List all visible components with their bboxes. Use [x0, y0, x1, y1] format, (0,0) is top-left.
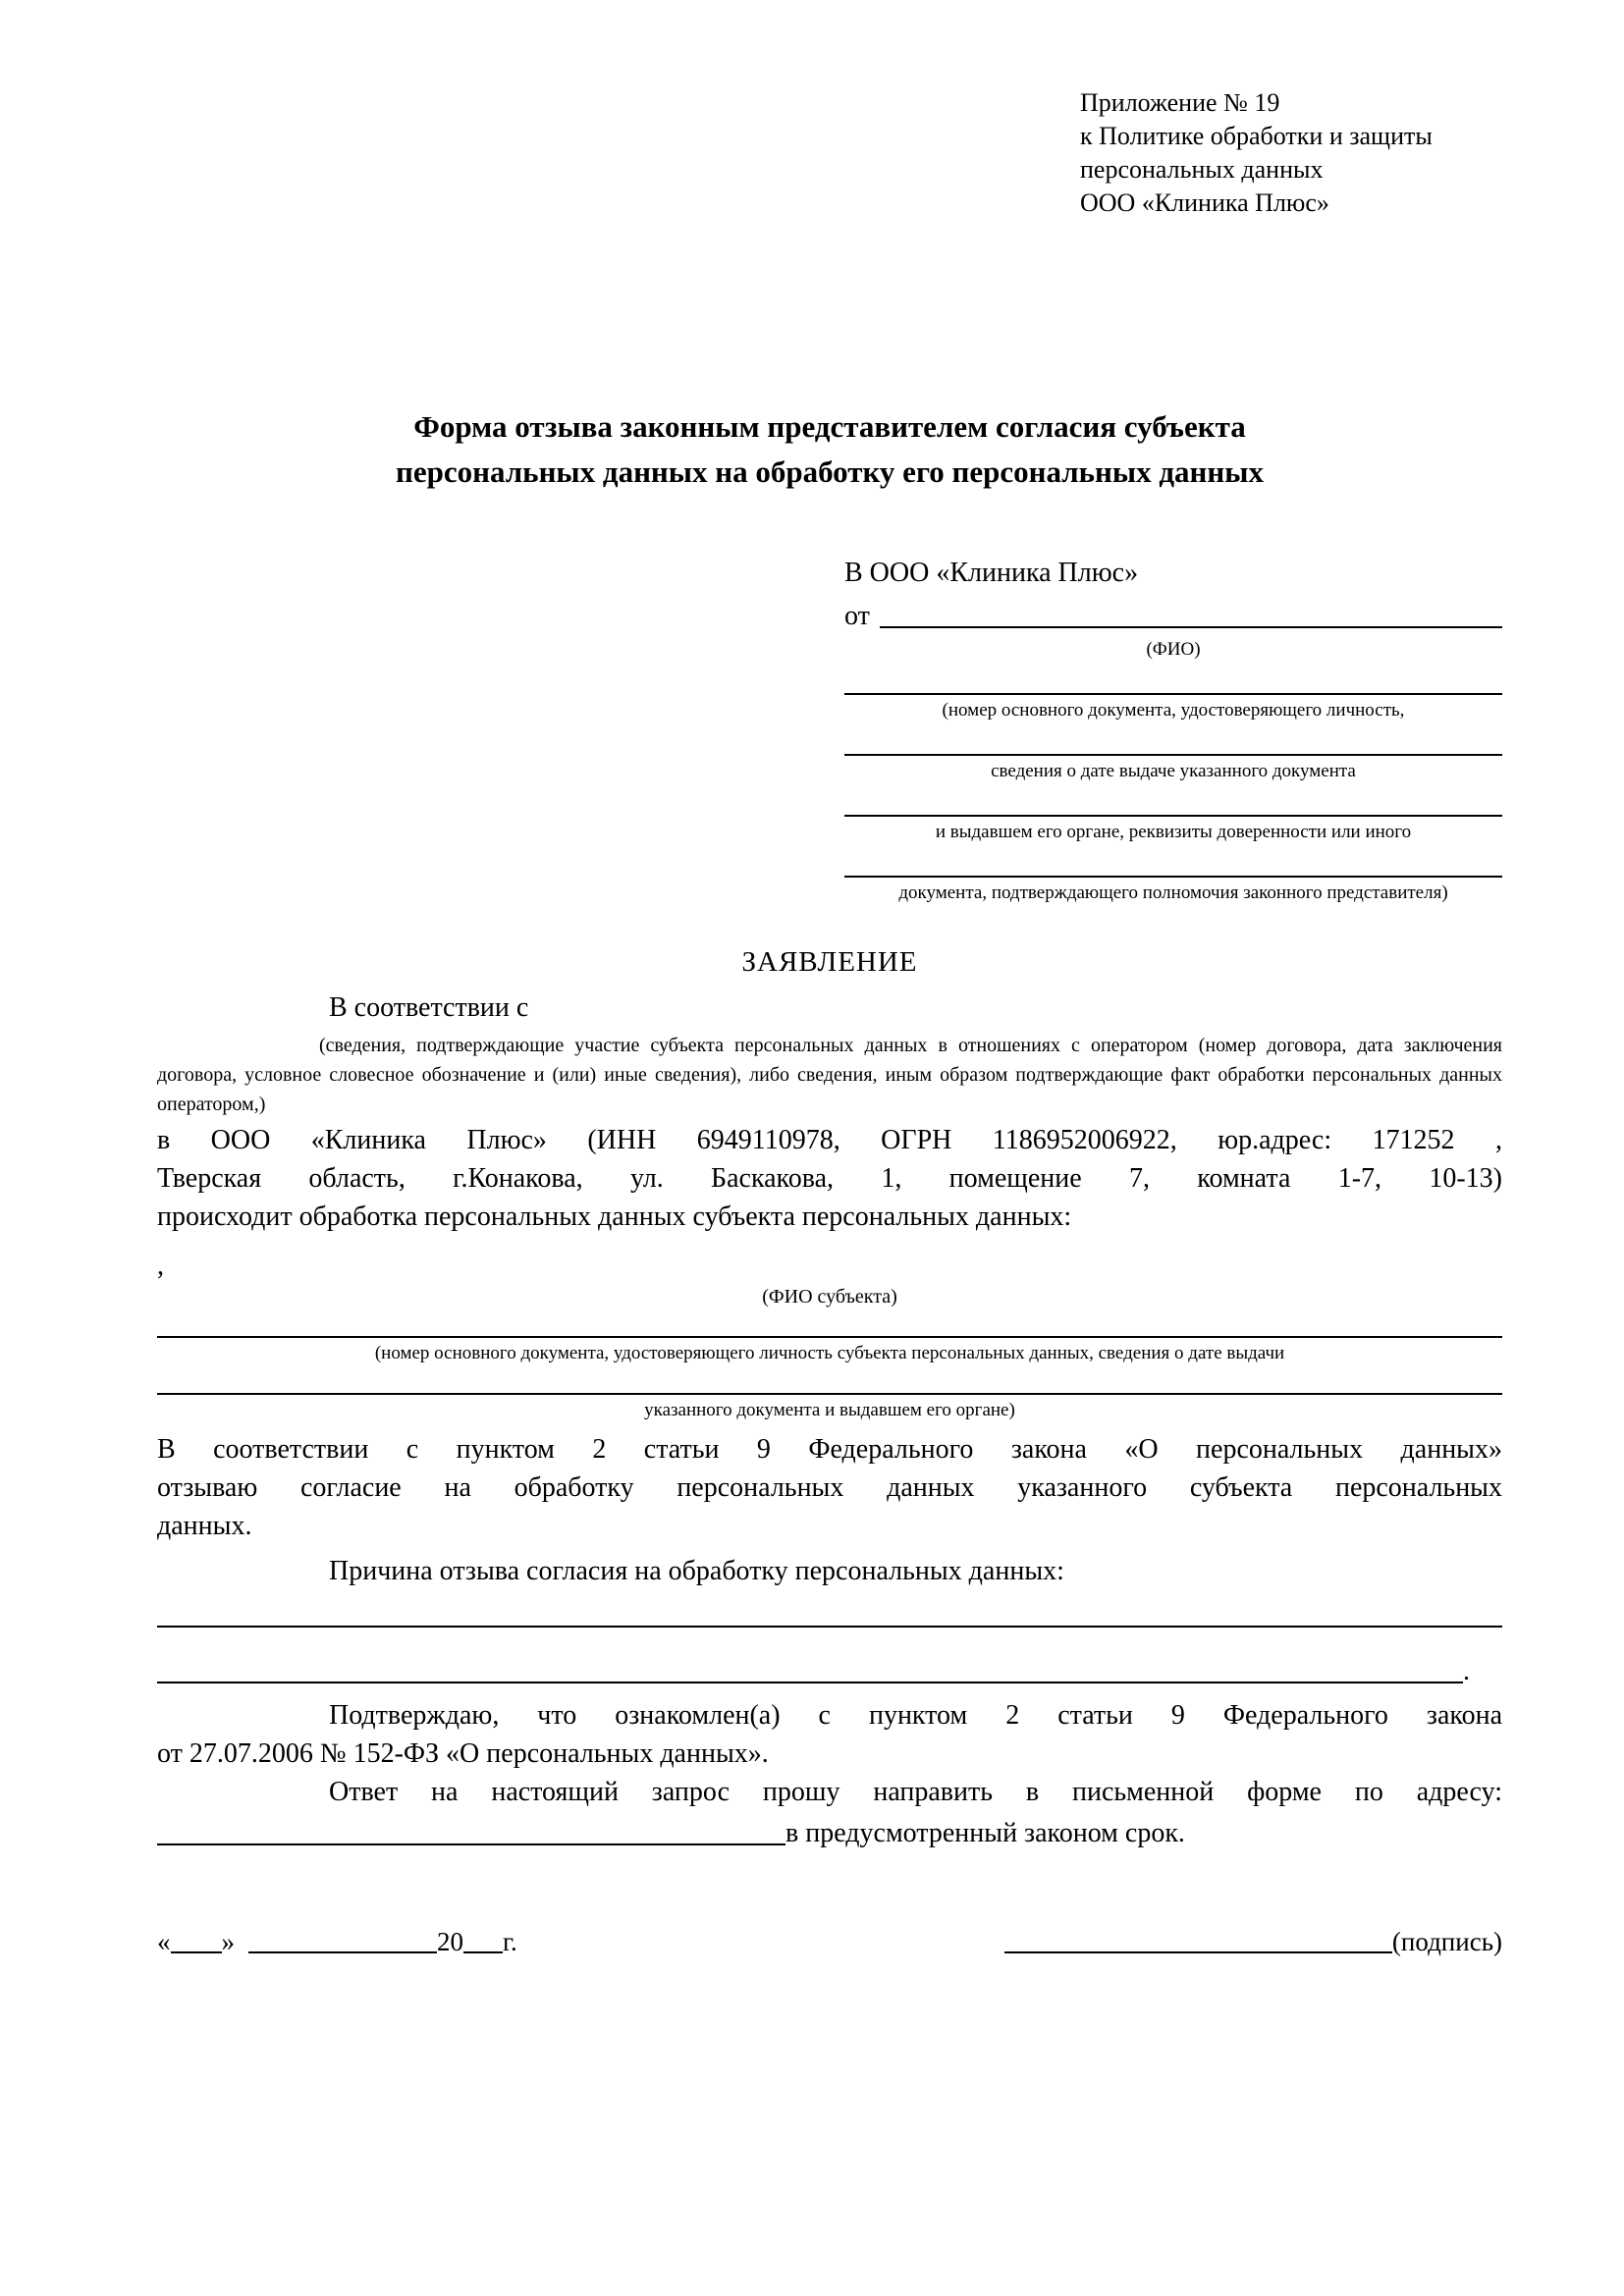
date-year-prefix: 20	[437, 1927, 463, 1956]
intro-row	[157, 982, 1502, 1027]
from-blank-line	[880, 626, 1502, 628]
appendix-header-line: персональных данных	[1080, 155, 1324, 184]
date-close-quote: »	[221, 1927, 235, 1956]
trailing-period: .	[1463, 1656, 1470, 1686]
confirm-paragraph-line: Подтверждаю, что ознакомлен(а) с пунктом 2 статьи 9 Федерального закона	[329, 1700, 1502, 1731]
withdraw-paragraph-line: отзываю согласие на обработку персональных данных указанного субъекта персональных	[157, 1472, 1502, 1503]
confirm-paragraph-line: от 27.07.2006 № 152-ФЗ «О персональных данных».	[157, 1738, 769, 1769]
blank-field-line	[844, 815, 1502, 817]
date-day-blank-line	[171, 1951, 222, 1953]
reason-blank-line-3-row	[157, 1657, 1502, 1690]
fio-caption: (ФИО)	[1146, 639, 1201, 660]
form-title-line: Форма отзыва законным представителем согласия субъекта	[413, 409, 1246, 444]
blank-field-line	[844, 876, 1502, 878]
addressee-to: В ООО «Клиника Плюс»	[844, 558, 1139, 588]
blank-field-line	[157, 1393, 1502, 1395]
signature-caption: (подпись)	[1391, 1927, 1502, 1956]
intro-label: В соответствии с	[329, 992, 529, 1023]
withdraw-paragraph-line: данных.	[157, 1511, 252, 1541]
date-month-blank-line	[248, 1951, 437, 1953]
subject-fio-caption: (ФИО субъекта)	[762, 1286, 897, 1308]
reply-address-blank-line	[157, 1843, 785, 1845]
operator-paragraph-line: Тверская область, г.Конакова, ул. Баскакова, 1, помещение 7, комната 1-7, 10-13)	[157, 1163, 1502, 1194]
blank-field-line	[157, 1336, 1502, 1338]
reply-intro-line: Ответ на настоящий запрос прошу направить в письменной форме по адресу:	[329, 1777, 1502, 1807]
withdraw-paragraph-line: В соответствии с пунктом 2 статьи 9 Федерального закона «О персональных данных»	[157, 1434, 1502, 1465]
appendix-header-line: к Политике обработки и защиты	[1080, 122, 1433, 150]
appendix-header-line: ООО «Клиника Плюс»	[1080, 188, 1329, 217]
confirm-paragraph	[157, 1696, 1502, 1773]
field-caption: документа, подтверждающего полномочия законного представителя)	[898, 882, 1448, 903]
subject-doc-row	[157, 1393, 1502, 1422]
operator-paragraph	[157, 1121, 1502, 1236]
date-year-blank-line	[463, 1951, 503, 1953]
date-signature-row	[157, 1923, 1502, 1960]
reason-blank-line-2	[157, 1626, 1502, 1628]
intro-caption: (сведения, подтверждающие участие субъекта персональных данных в отношениях с оператором (номер договора, дата заключения договора, условное словесное обозначение и (или) иные сведения), либо сведения, иным образом подтверждающие факт обработки персональных данных оператором,)	[157, 1035, 1502, 1115]
appendix-header-line: Приложение № 19	[1080, 88, 1280, 117]
representative-doc-row	[844, 693, 1502, 722]
operator-paragraph-line: происходит обработка персональных данных субъекта персональных данных:	[157, 1201, 1072, 1232]
signature-blank-line	[1004, 1951, 1392, 1953]
form-title-line: персональных данных на обработку его персональных данных	[396, 454, 1264, 489]
representative-doc-row	[844, 754, 1502, 783]
reason-label: Причина отзыва согласия на обработку персональных данных:	[329, 1556, 1064, 1586]
reason-row	[157, 1545, 1502, 1590]
blank-field-line	[844, 693, 1502, 695]
reply-address-row	[157, 1811, 1502, 1852]
representative-doc-row	[844, 876, 1502, 905]
reason-blank-line-3	[157, 1682, 1463, 1683]
field-caption: указанного документа и выдавшем его органе)	[644, 1400, 1015, 1420]
field-caption: сведения о дате выдаче указанного документа	[991, 761, 1356, 781]
form-title	[157, 404, 1502, 495]
field-caption: (номер основного документа, удостоверяющего личность,	[942, 700, 1405, 721]
date-group	[157, 1923, 517, 1960]
representative-doc-row	[844, 815, 1502, 844]
appendix-header	[1080, 86, 1502, 220]
statement-heading: ЗАЯВЛЕНИЕ	[741, 946, 918, 978]
addressee-from-row	[844, 593, 1502, 636]
addressee-block	[844, 554, 1502, 905]
blank-field-line	[844, 754, 1502, 756]
withdraw-paragraph	[157, 1430, 1502, 1545]
field-caption: и выдавшем его органе, реквизиты доверенности или иного	[935, 822, 1412, 842]
field-caption: (номер основного документа, удостоверяющего личность субъекта персональных данных, сведения о дате выдачи	[374, 1343, 1285, 1363]
operator-paragraph-line: в ООО «Клиника Плюс» (ИНН 6949110978, ОГРН 1186952006922, юр.адрес: 171252 ,	[157, 1125, 1502, 1155]
subject-fio-trailing-comma: ,	[157, 1251, 164, 1281]
date-year-suffix: г.	[503, 1927, 517, 1956]
reply-tail-text: в предусмотренный законом срок.	[785, 1818, 1185, 1848]
subject-doc-row	[157, 1336, 1502, 1365]
signature-group	[1004, 1923, 1502, 1960]
subject-fio-row	[157, 1240, 1502, 1285]
date-open-quote: «	[157, 1927, 171, 1956]
from-label: от	[844, 601, 870, 631]
